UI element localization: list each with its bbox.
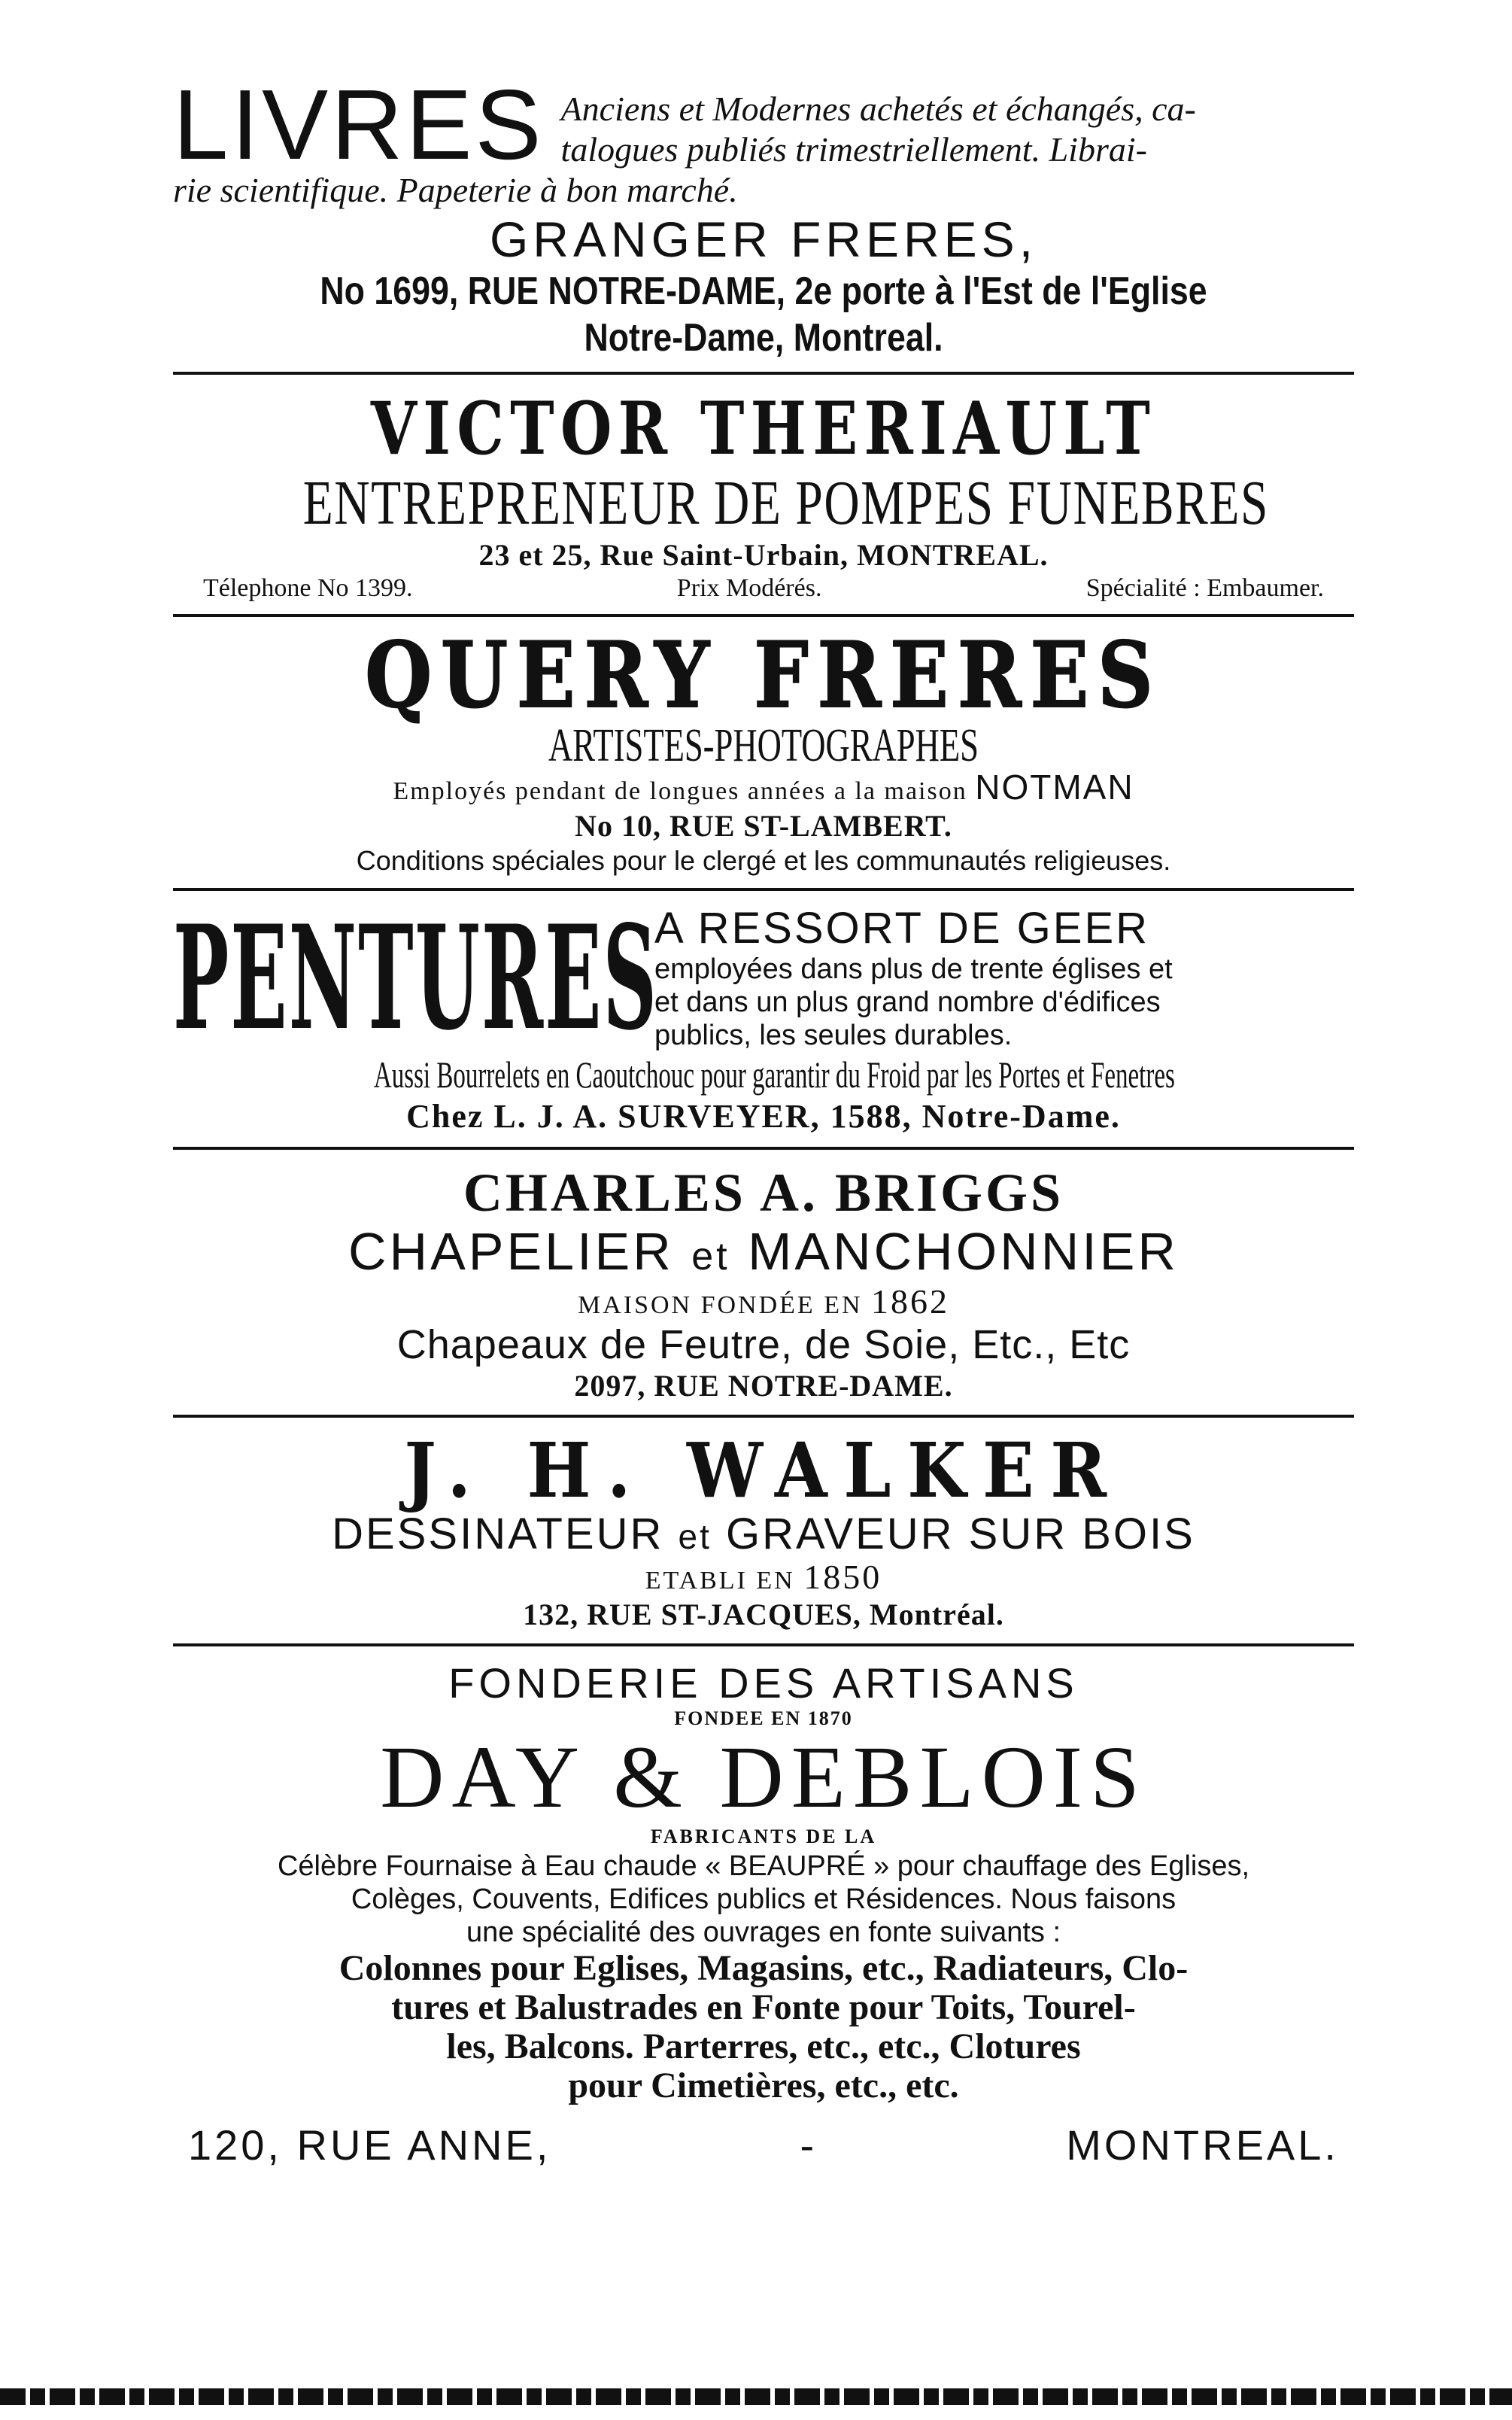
day-address-dash: - (800, 2121, 818, 2169)
divider (173, 1415, 1354, 1418)
day-celebre-3: une spécialité des ouvrages en fonte suivants : (466, 1917, 1061, 1948)
walker-trade-et: et (678, 1517, 712, 1556)
livres-desc-line-1: Anciens et Modernes achetés et échangés, ca- (560, 90, 1196, 128)
theriault-name: VICTOR THERIAULT (370, 386, 1157, 471)
pentures-chez: Chez L. J. A. SURVEYER, 1588, Notre-Dame. (406, 1098, 1121, 1135)
day-founded: FONDEE EN 1870 (674, 1707, 853, 1729)
day-colonnes-1: Colonnes pour Eglises, Magasins, etc., Radiateurs, Clo- (339, 1948, 1189, 1988)
livres-description (561, 83, 1196, 170)
day-address-right: MONTREAL. (1066, 2121, 1339, 2169)
pentures-aussi: Aussi Bourrelets en Caoutchouc pour garantir du Froid par les Portes et Fenetres (373, 1053, 1175, 1096)
day-heading: FONDERIE DES ARTISANS (448, 1659, 1079, 1707)
theriault-details (173, 573, 1354, 603)
day-name: DAY & DEBLOIS (380, 1728, 1147, 1826)
granger-address-1: No 1699, RUE NOTRE-DAME, 2e porte à l'Est de l'Eglise (320, 269, 1207, 313)
divider (173, 1643, 1354, 1646)
briggs-trade-et: et (691, 1235, 730, 1278)
briggs-products: Chapeaux de Feutre, de Soie, Etc., Etc (396, 1322, 1131, 1367)
theriault-address: 23 et 25, Rue Saint-Urbain, MONTREAL. (478, 538, 1049, 572)
query-name: QUERY FRERES (365, 622, 1162, 728)
divider (173, 888, 1354, 891)
briggs-founded-text: MAISON FONDÉE EN (577, 1291, 863, 1319)
divider (173, 1147, 1354, 1150)
briggs-address: 2097, RUE NOTRE-DAME. (574, 1369, 953, 1403)
day-colonnes-4: pour Cimetières, etc., etc. (568, 2066, 959, 2105)
briggs-name: CHARLES A. BRIGGS (463, 1163, 1064, 1223)
divider (173, 372, 1354, 375)
briggs-founded-year: 1862 (871, 1282, 950, 1321)
pentures-header (173, 894, 1354, 1062)
granger-address-2: Notre-Dame, Montreal. (584, 316, 943, 360)
briggs-trade-2: MANCHONNIER (748, 1222, 1179, 1281)
walker-founded (173, 1558, 1354, 1597)
ad-livres-granger (173, 69, 1354, 361)
pentures-description (654, 904, 1354, 1052)
walker-founded-year: 1850 (803, 1558, 882, 1596)
day-address-left: 120, RUE ANNE, (188, 2121, 551, 2169)
walker-name: J. H. WALKER (404, 1426, 1123, 1515)
day-celebre-2: Colèges, Couvents, Edifices publics et Résidences. Nous faisons (351, 1883, 1177, 1915)
theriault-trade: ENTREPRENEUR DE POMPES FUNEBRES (302, 468, 1270, 538)
day-fabricants: FABRICANTS DE LA (650, 1826, 877, 1847)
query-employes (173, 768, 1354, 808)
pentures-desc-line-3: publics, les seules durables. (654, 1020, 1013, 1051)
theriault-prices: Prix Modérés. (676, 574, 822, 602)
day-celebre-1: Célèbre Fournaise à Eau chaude « BEAUPRÉ » pour chauffage des Eglises, (277, 1850, 1250, 1882)
ad-pentures (173, 894, 1354, 1136)
walker-trade (173, 1509, 1354, 1561)
theriault-specialty: Spécialité : Embaumer. (1085, 574, 1324, 602)
walker-address: 132, RUE ST-JACQUES, Montréal. (523, 1598, 1004, 1631)
ad-query (173, 622, 1354, 877)
livres-header (173, 69, 1354, 180)
walker-trade-2: GRAVEUR SUR BOIS (726, 1509, 1195, 1558)
day-colonnes-3: les, Balcons. Parterres, etc., etc., Clotures (446, 2026, 1081, 2066)
query-employes-text: Employés pendant de longues années a la maison (393, 777, 967, 805)
briggs-trade-1: CHAPELIER (348, 1222, 674, 1281)
pentures-desc-line-1: employées dans plus de trente églises et (654, 953, 1173, 985)
bottom-border-strip (0, 2388, 1512, 2405)
walker-trade-1: DESSINATEUR (332, 1509, 664, 1558)
livres-desc-line-2: talogues publiés trimestriellement. Librai- (560, 130, 1147, 169)
day-address (173, 2119, 1354, 2172)
query-trade: ARTISTES-PHOTOGRAPHES (548, 720, 979, 771)
theriault-phone: Télephone No 1399. (203, 574, 413, 602)
pentures-headline: A RESSORT DE GEER (654, 904, 1150, 953)
ad-briggs (173, 1163, 1354, 1404)
ad-day-deblois (173, 1660, 1354, 2172)
ad-walker (173, 1426, 1354, 1633)
query-address: No 10, RUE ST-LAMBERT. (575, 809, 952, 843)
query-conditions: Conditions spéciales pour le clergé et les communautés religieuses. (356, 845, 1171, 876)
pentures-title: PENTURES (173, 894, 658, 1062)
walker-founded-text: ETABLI EN (645, 1567, 795, 1595)
livres-desc-line-3: rie scientifique. Papeterie à bon marché. (173, 171, 738, 209)
briggs-trade (173, 1222, 1354, 1286)
granger-name: GRANGER FRERES, (489, 211, 1038, 267)
pentures-desc-line-2: et dans un plus grand nombre d'édifices (654, 987, 1161, 1018)
divider (173, 614, 1354, 617)
day-colonnes-2: tures et Balustrades en Fonte pour Toits, Tourel- (391, 1987, 1136, 2027)
ad-theriault (173, 388, 1354, 603)
query-employes-house: NOTMAN (975, 768, 1134, 807)
livres-title: LIVRES (173, 69, 545, 180)
briggs-founded (173, 1282, 1354, 1321)
